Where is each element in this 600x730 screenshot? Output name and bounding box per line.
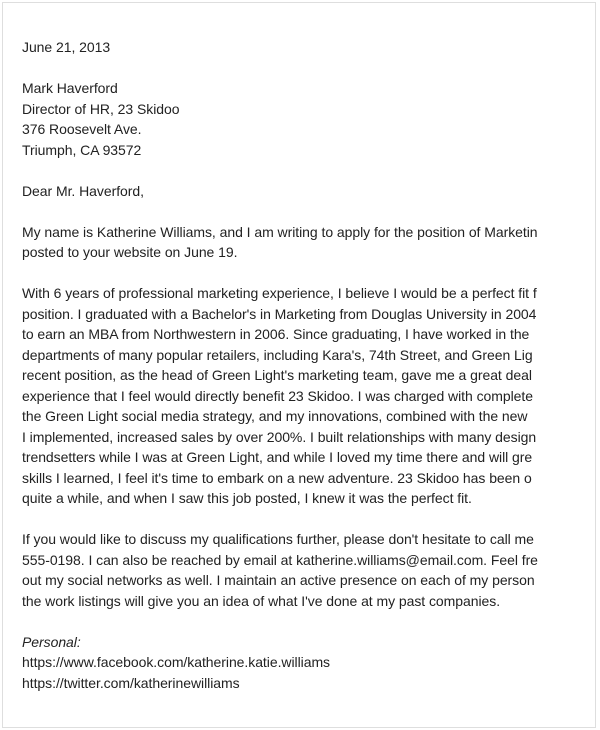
recipient-name: Mark Haverford [22, 80, 118, 96]
paragraph-line: posted to your website on June 19. [22, 244, 238, 260]
paragraph-line: quite a while, and when I saw this job posted, I knew it was the perfect fit. [22, 490, 472, 506]
blank-line [22, 509, 595, 530]
recipient-block [22, 78, 595, 160]
paragraph-line: skills I learned, I feel it's time to embark on a new adventure. 23 Skidoo has been o [22, 469, 532, 486]
blank-line [22, 611, 595, 632]
letter-content [3, 3, 595, 727]
paragraph-line: With 6 years of professional marketing experience, I believe I would be a perfect fit f [22, 285, 537, 301]
paragraph-contact [22, 529, 595, 611]
recipient-title: Director of HR, 23 Skidoo [22, 100, 180, 117]
paragraph-line: recent position, as the head of Green Light's marketing team, gave me a great deal [22, 367, 532, 383]
paragraph-line: departments of many popular retailers, including Kara's, 74th Street, and Green Lig [22, 346, 533, 363]
blank-line [22, 160, 595, 181]
paragraph-line: the Green Light social media strategy, and my innovations, combined with the new [22, 408, 528, 424]
paragraph-line: My name is Katherine Williams, and I am writing to apply for the position of Marketin [22, 223, 538, 240]
blank-line [22, 58, 595, 79]
paragraph-line: to earn an MBA from Northwestern in 2006. Since graduating, I have worked in the [22, 326, 530, 342]
twitter-url: https://twitter.com/katherinewilliams [22, 674, 240, 691]
blank-line [22, 263, 595, 284]
paragraph-line: I implemented, increased sales by over 200%. I built relationships with many design [22, 428, 537, 445]
recipient-city: Triumph, CA 93572 [22, 141, 142, 158]
personal-label: Personal: [22, 633, 81, 650]
paragraph-line: trendsetters while I was at Green Light, and while I loved my time there and will gre [22, 449, 533, 465]
paragraph-line: If you would like to discuss my qualifications further, please don't hesitate to call me [22, 531, 534, 547]
recipient-street: 376 Roosevelt Ave. [22, 121, 142, 137]
paragraph-line: the work listings will give you an idea of what I've done at my past companies. [22, 592, 501, 609]
date-line: June 21, 2013 [22, 39, 111, 55]
paragraph-line: out my social networks as well. I maintain an active presence on each of my person [22, 572, 535, 588]
paragraph-line: 555-0198. I can also be reached by email at katherine.williams@email.com. Feel fre [22, 551, 538, 568]
paragraph-experience [22, 283, 595, 509]
personal-links-block [22, 632, 595, 694]
blank-line [22, 201, 595, 222]
paragraph-line: experience that I feel would directly benefit 23 Skidoo. I was charged with complete [22, 387, 533, 404]
salutation-line: Dear Mr. Haverford, [22, 182, 144, 199]
facebook-url: https://www.facebook.com/katherine.katie.williams [22, 654, 331, 670]
paragraph-line: position. I graduated with a Bachelor's in Marketing from Douglas University in 2004 [22, 305, 537, 322]
paragraph-intro [22, 222, 595, 263]
